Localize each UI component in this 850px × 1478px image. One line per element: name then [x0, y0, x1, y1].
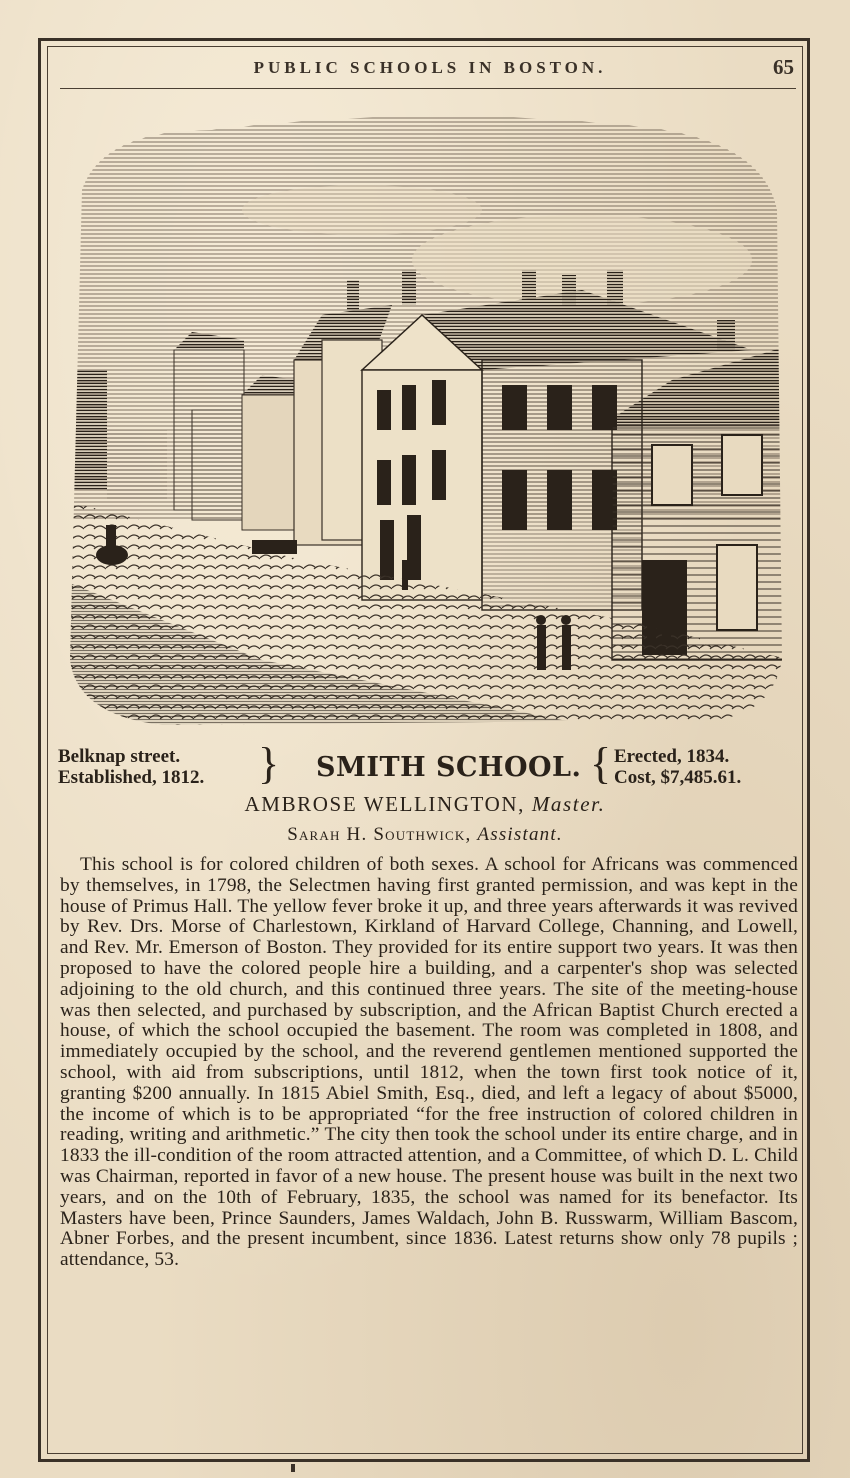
caption-row	[58, 739, 800, 792]
right-brace-glyph: }	[258, 739, 280, 788]
header-rule	[60, 88, 796, 89]
school-engraving-illustration	[62, 100, 792, 740]
page-number: 65	[773, 55, 794, 79]
running-title: PUBLIC SCHOOLS IN BOSTON.	[253, 58, 607, 77]
master-name: AMBROSE WELLINGTON,	[244, 792, 525, 816]
assistant-role: Assistant.	[477, 824, 563, 845]
assistant-line	[0, 824, 850, 846]
established-text: Established, 1812.	[58, 767, 205, 788]
cost-text: Cost, $7,485.61.	[614, 767, 742, 788]
location-text: Belknap street.	[58, 746, 181, 767]
history-paragraph: This school is for colored children of both sexes. A school for Africans was commenced by themselves, in 1798, the Selectmen having first granted permission, and was kept in the house of Primus Hall. The yellow fever broke it up, and three years afterwards it was revived by Rev. Drs. Morse of Charlestown, Kirkland of Harvard College, Channing, and Lowell, and Rev. Mr. Emerson of Boston. They provided for its entire support two years. It was then proposed to have the colored people hire a building, and a carpenter's shop was selected adjoining to the old church, and this continued three years. The site of the meeting-house was then selected, and purchased by subscription, and the African Baptist Church erected a house, of which the school occupied the basement. The room was completed in 1808, and immediately occupied by the school, and the reverend gentlemen mentioned supported the school, with aid from subscriptions, until 1812, when the town first took notice of it, granting $200 annually. In 1815 Abiel Smith, Esq., died, and left a legacy of about $5000, the income of which is to be appropriated “for the free instruction of colored children in reading, writing and arithmetic.” The city then took the school under its entire charge, and in 1833 the ill-condition of the room attracted attention, and a Committee, of which D. L. Child was Chairman, reported in favor of a new house. The present house was built in the next two years, and on the 10th of February, 1835, the school was named for its benefactor. Its Masters have been, Prince Saunders, James Waldach, John B. Russwarm, William Bascom, Abner Forbes, and the present incumbent, since 1836. Latest returns show only 78 pupils ; attendance, 53.	[60, 854, 798, 1271]
left-brace-glyph: {	[590, 739, 612, 788]
page-foot-mark	[291, 1464, 295, 1472]
master-role: Master.	[531, 792, 606, 816]
running-head	[60, 55, 800, 84]
caption-left	[58, 746, 204, 788]
erected-text: Erected, 1834.	[614, 746, 730, 767]
assistant-name: Sarah H. Southwick,	[287, 824, 472, 845]
school-title: SMITH SCHOOL.	[316, 752, 582, 783]
caption-right	[614, 746, 741, 788]
master-line	[0, 792, 850, 817]
